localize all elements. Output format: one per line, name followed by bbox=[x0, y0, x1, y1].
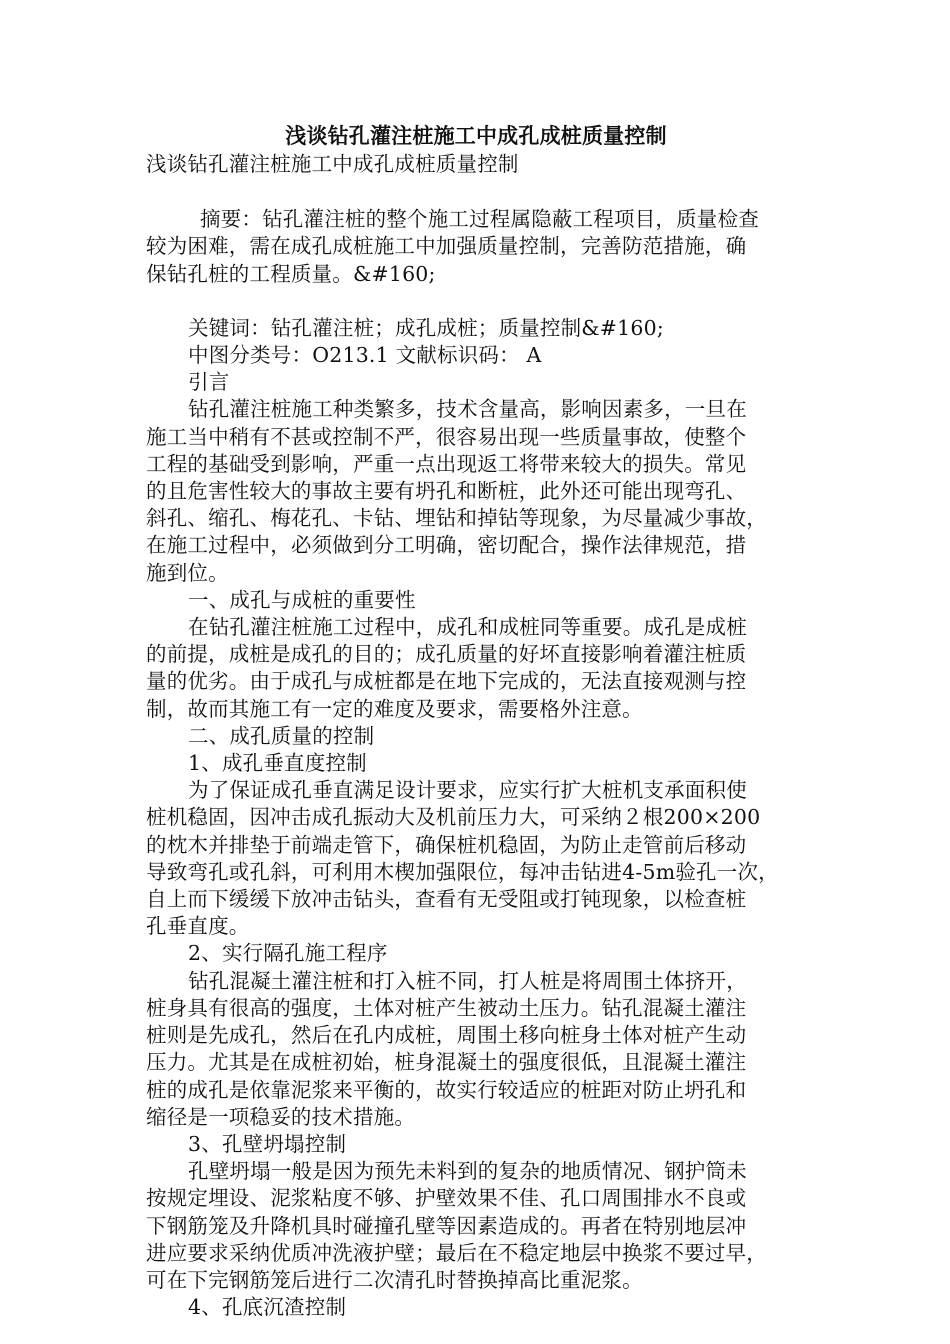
sub1-line: 桩机稳固，因冲击成孔振动大及机前压力大，可采纳２根200×200 bbox=[146, 805, 761, 830]
intro-line: 的且危害性较大的事故主要有坍孔和断桩，此外还可能出现弯孔、 bbox=[146, 479, 747, 504]
sub2-line: 桩则是先成孔，然后在孔内成桩，周围土移向桩身土体对桩产生动 bbox=[146, 1023, 747, 1048]
sub3-paragraph bbox=[146, 1158, 806, 1294]
sub2-line: 桩的成孔是依靠泥浆来平衡的，故实行较适应的桩距对防止坍孔和 bbox=[146, 1077, 747, 1102]
sub3-line: 按规定埋设、泥浆粘度不够、护壁效果不佳、孔口周围排水不良或 bbox=[146, 1186, 747, 1211]
sub2-line: 压力。尤其是在成桩初始，桩身混凝土的强度很低，且混凝土灌注 bbox=[146, 1050, 747, 1075]
intro-line: 钻孔灌注桩施工种类繁多，技术含量高，影响因素多，一旦在 bbox=[188, 397, 747, 422]
section1-line: 量的优劣。由于成孔与成桩都是在地下完成的，无法直接观测与控 bbox=[146, 669, 747, 694]
intro-line: 在施工过程中，必须做到分工明确，密切配合，操作法律规范，措 bbox=[146, 533, 747, 558]
sub2-line: 缩径是一项稳妥的技术措施。 bbox=[146, 1104, 416, 1129]
document-title: 浅谈钻孔灌注桩施工中成孔成桩质量控制 bbox=[285, 123, 667, 148]
sub3-heading: 3、孔壁坍塌控制 bbox=[188, 1131, 347, 1156]
section1-line: 在钻孔灌注桩施工过程中，成孔和成桩同等重要。成孔是成桩 bbox=[188, 615, 747, 640]
sub1-line: 为了保证成孔垂直满足设计要求，应实行扩大桩机支承面积使 bbox=[188, 778, 747, 803]
section1-paragraph bbox=[146, 614, 806, 723]
abstract-line: 较为困难，需在成孔成桩施工中加强质量控制，完善防范措施，确 bbox=[146, 234, 747, 259]
abstract-line: 摘要：钻孔灌注桩的整个施工过程属隐蔽工程项目，质量检查 bbox=[200, 207, 759, 232]
section1-heading: 一、成孔与成桩的重要性 bbox=[188, 587, 416, 612]
classification: 中图分类号：O213.1 文献标识码： A bbox=[188, 343, 542, 368]
sub4-heading: 4、孔底沉渣控制 bbox=[188, 1295, 347, 1320]
intro-heading: 引言 bbox=[188, 370, 230, 395]
sub3-line: 下钢筋笼及升降机具时碰撞孔壁等因素造成的。再者在特别地层冲 bbox=[146, 1213, 747, 1238]
intro-line: 工程的基础受到影响，严重一点出现返工将带来较大的损失。常见 bbox=[146, 451, 747, 476]
section1-line: 的前提，成桩是成孔的目的；成孔质量的好坏直接影响着灌注桩质 bbox=[146, 642, 747, 667]
sub1-line: 的枕木并排垫于前端走管下，确保桩机稳固，为防止走管前后移动 bbox=[146, 832, 747, 857]
sub2-line: 钻孔混凝土灌注桩和打入桩不同，打人桩是将周围土体挤开， bbox=[188, 968, 747, 993]
intro-line: 斜孔、缩孔、梅花孔、卡钻、埋钻和掉钻等现象，为尽量减少事故， bbox=[146, 506, 767, 531]
sub3-line: 可在下完钢筋笼后进行二次清孔时替换掉高比重泥浆。 bbox=[146, 1267, 643, 1292]
keywords: 关键词：钻孔灌注桩；成孔成桩；质量控制&#160; bbox=[188, 315, 664, 340]
section2-heading: 二、成孔质量的控制 bbox=[188, 723, 375, 748]
sub1-heading: 1、成孔垂直度控制 bbox=[188, 751, 367, 776]
sub1-line: 导致弯孔或孔斜，可利用木楔加强限位，每冲击钻进4-5m验孔一次， bbox=[146, 859, 779, 884]
abstract-cont bbox=[146, 233, 806, 287]
section1-line: 制，故而其施工有一定的难度及要求，需要格外注意。 bbox=[146, 696, 643, 721]
document-subtitle: 浅谈钻孔灌注桩施工中成孔成桩质量控制 bbox=[146, 152, 519, 176]
sub1-line: 孔垂直度。 bbox=[146, 914, 250, 939]
document-body bbox=[146, 121, 806, 1321]
sub3-line: 孔壁坍塌一般是因为预先未料到的复杂的地质情况、钢护筒未 bbox=[188, 1159, 747, 1184]
sub2-heading: 2、实行隔孔施工程序 bbox=[188, 941, 388, 966]
abstract-line: 保钻孔桩的工程质量。&#160; bbox=[146, 261, 436, 286]
intro-line: 施工当中稍有不甚或控制不严，很容易出现一些质量事故，使整个 bbox=[146, 424, 747, 449]
sub2-paragraph bbox=[146, 968, 806, 1131]
intro-paragraph bbox=[146, 396, 806, 586]
sub3-line: 进应要求采纳优质冲洗液护壁；最后在不稳定地层中换浆不要过早， bbox=[146, 1240, 767, 1265]
intro-line: 施到位。 bbox=[146, 560, 229, 585]
sub1-paragraph bbox=[146, 777, 806, 940]
sub1-line: 自上而下缓缓下放冲击钻头，查看有无受阻或打钝现象，以检查桩 bbox=[146, 887, 747, 912]
sub2-line: 桩身具有很高的强度，土体对桩产生被动土压力。钻孔混凝土灌注 bbox=[146, 995, 747, 1020]
abstract bbox=[146, 206, 806, 233]
